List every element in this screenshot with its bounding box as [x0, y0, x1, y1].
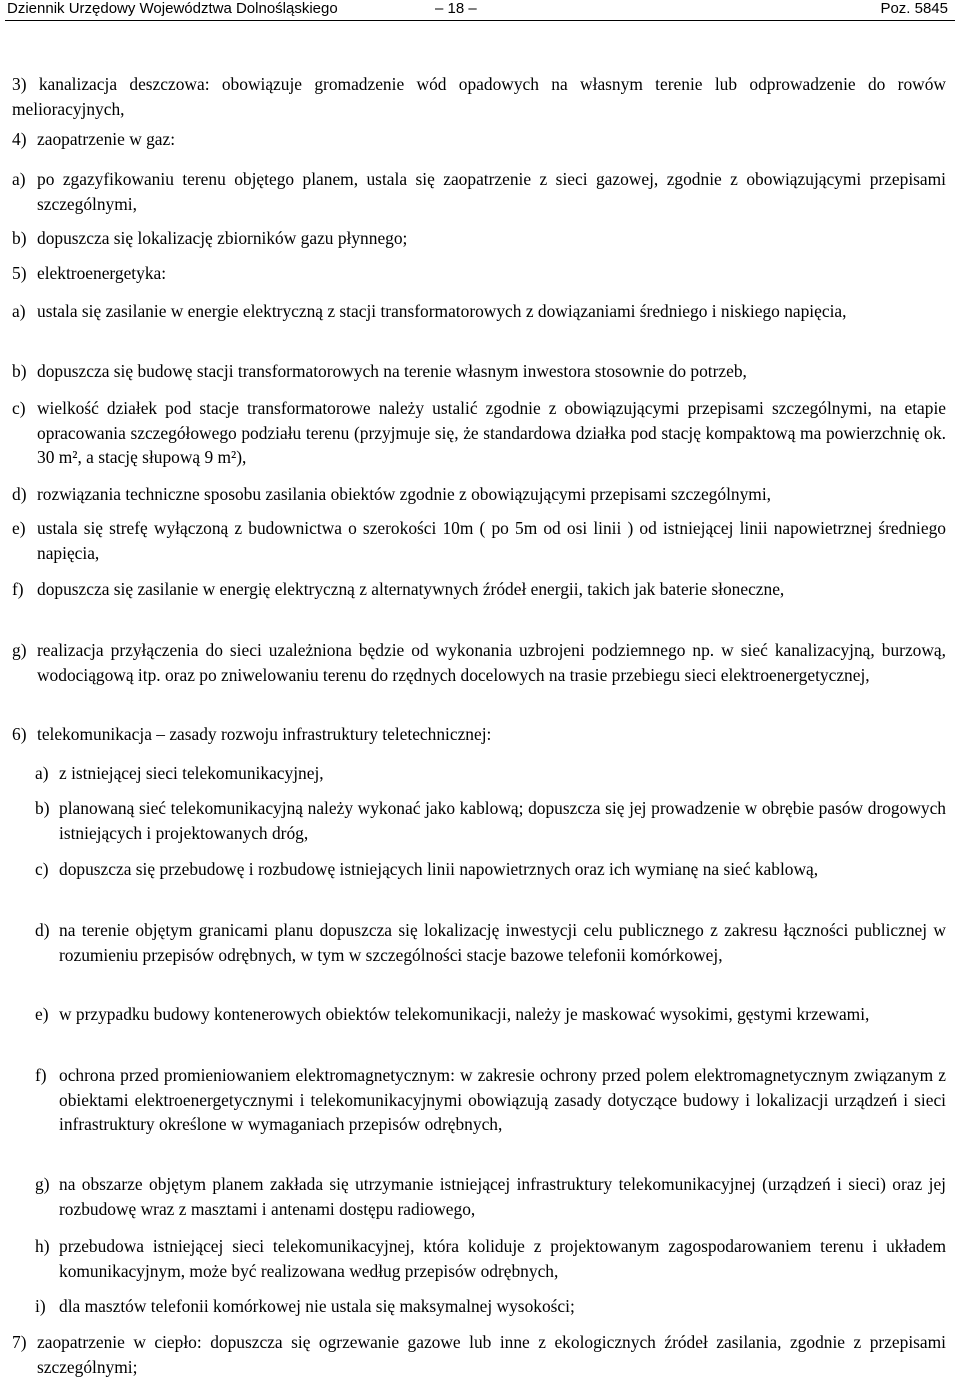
- item-text: dopuszcza się przebudowę i rozbudowę istniejących linii napowietrznych oraz ich wymianę na sieć kablową,: [59, 859, 819, 879]
- item-5c: [12, 396, 946, 470]
- item-6d: [35, 918, 946, 967]
- item-text: ochrona przed promieniowaniem elektromagnetycznym: w zakresie ochrony przed polem elektromagnetycznym związanym z obiektami elektroenergetycznymi i telekomunikacyjnymi obowiązują zasady dotyczące budowy i lokalizacji urządzeń i sieci infrastruktury określone w wymaganiach przepisów odrębnych,: [59, 1065, 946, 1134]
- item-text: telekomunikacja – zasady rozwoju infrastruktury teletechnicznej:: [37, 724, 492, 744]
- item-text: zaopatrzenie w gaz:: [37, 129, 176, 149]
- item-letter: g): [12, 640, 27, 660]
- item-letter: i): [35, 1296, 46, 1316]
- item-text: z istniejącej sieci telekomunikacyjnej,: [59, 763, 324, 783]
- item-text: po zgazyfikowaniu terenu objętego planem, ustala się zaopatrzenie z sieci gazowej, zgodnie z obowiązującymi przepisami szczególnymi,: [37, 169, 946, 214]
- item-letter: c): [35, 859, 49, 879]
- item-letter: b): [12, 228, 27, 248]
- item-4b: [12, 226, 946, 251]
- item-text: na obszarze objętym planem zakłada się utrzymanie istniejącej infrastruktury telekomunikacyjnej (urządzeń i sieci) oraz jej rozbudowę wraz z masztami i antenami dostępu radiowego,: [59, 1174, 946, 1219]
- item-letter: a): [12, 301, 26, 321]
- item-6a: [35, 761, 946, 786]
- item-number: 3): [12, 74, 27, 94]
- item-6c: [35, 857, 946, 882]
- journal-title: Dziennik Urzędowy Województwa Dolnośląskiego: [7, 0, 338, 17]
- item-letter: h): [35, 1236, 50, 1256]
- item-letter: a): [12, 169, 26, 189]
- item-letter: d): [35, 920, 50, 940]
- item-4-gaz: [12, 127, 946, 152]
- item-text: zaopatrzenie w ciepło: dopuszcza się ogrzewanie gazowe lub inne z ekologicznych źródeł zasilania, zgodnie z przepisami szczególnymi;: [37, 1332, 946, 1377]
- item-number: 4): [12, 129, 27, 149]
- item-text: rozwiązania techniczne sposobu zasilania obiektów zgodnie z obowiązującymi przepisami szczególnymi,: [37, 484, 771, 504]
- item-letter: b): [12, 361, 27, 381]
- item-text: dla masztów telefonii komórkowej nie ustala się maksymalnej wysokości;: [59, 1296, 575, 1316]
- item-text: ustala się strefę wyłączoną z budownictwa o szerokości 10m ( po 5m od osi linii ) od istniejącej linii napowietrznej średniego napięcia,: [37, 518, 946, 563]
- item-5d: [12, 482, 946, 507]
- item-text: ustala się zasilanie w energie elektryczną z stacji transformatorowych z dowiązaniami średniego i niskiego napięcia,: [37, 301, 847, 321]
- item-5b: [12, 359, 946, 384]
- item-5-elektroenergetyka: [12, 261, 946, 286]
- item-6-telekomunikacja: [12, 722, 946, 747]
- item-text: planowaną sieć telekomunikacyjną należy wykonać jako kablową; dopuszcza się jej prowadzenie w obrębie pasów drogowych istniejących i projektowanych dróg,: [59, 798, 946, 843]
- item-6g: [35, 1172, 946, 1221]
- item-6i: [35, 1294, 946, 1319]
- item-6b: [35, 796, 946, 845]
- item-text: elektroenergetyka:: [37, 263, 167, 283]
- position-number: Poz. 5845: [880, 0, 948, 17]
- item-letter: d): [12, 484, 27, 504]
- item-number: 6): [12, 724, 27, 744]
- item-text: przebudowa istniejącej sieci telekomunikacyjnej, która koliduje z projektowanym zagospodarowaniem terenu i układem komunikacyjnym, może być realizowana według przepisów odrębnych,: [59, 1236, 946, 1281]
- item-text: realizacja przyłączenia do sieci uzależniona będzie od wykonania uzbrojeni podziemnego np. w sieć kanalizacyjną, burzową, wodociągową itp. oraz po zniwelowaniu terenu do rzędnych docelowych na trasie przebiegu sieci elektroenergetycznej,: [37, 640, 946, 685]
- item-text: na terenie objętym granicami planu dopuszcza się lokalizację inwestycji celu publicznego z zakresu łączności publicznej w rozumieniu przepisów odrębnych, w tym w szczególności stacje bazowe telefonii komórkowej,: [59, 920, 946, 965]
- item-letter: a): [35, 763, 49, 783]
- item-5g: [12, 638, 946, 687]
- item-number: 7): [12, 1332, 27, 1352]
- item-5a: [12, 299, 946, 324]
- item-text: kanalizacja deszczowa: obowiązuje gromadzenie wód opadowych na własnym terenie lub odprowadzenie do rowów melioracyjnych,: [12, 74, 946, 119]
- item-number: 5): [12, 263, 27, 283]
- item-5f: [12, 577, 946, 602]
- item-text: dopuszcza się lokalizację zbiorników gazu płynnego;: [37, 228, 408, 248]
- item-text: dopuszcza się budowę stacji transformatorowych na terenie własnym inwestora stosownie do potrzeb,: [37, 361, 747, 381]
- page-header: [0, 0, 960, 22]
- item-3-kanalizacja: [12, 72, 946, 121]
- item-7-cieplo: [12, 1330, 946, 1379]
- item-text: dopuszcza się zasilanie w energię elektryczną z alternatywnych źródeł energii, takich jak baterie słoneczne,: [37, 579, 785, 599]
- header-rule: [5, 20, 955, 21]
- item-letter: e): [12, 518, 26, 538]
- item-letter: f): [35, 1065, 47, 1085]
- item-letter: e): [35, 1004, 49, 1024]
- item-6h: [35, 1234, 946, 1283]
- item-6f: [35, 1063, 946, 1137]
- item-letter: b): [35, 798, 50, 818]
- item-letter: f): [12, 579, 24, 599]
- item-5e: [12, 516, 946, 565]
- item-letter: c): [12, 398, 26, 418]
- item-letter: g): [35, 1174, 50, 1194]
- item-4a: [12, 167, 946, 216]
- item-text: w przypadku budowy kontenerowych obiektów telekomunikacji, należy je maskować wysokimi, gęstymi krzewami,: [59, 1004, 870, 1024]
- item-6e: [35, 1002, 946, 1027]
- page-number: – 18 –: [435, 0, 477, 17]
- item-text: wielkość działek pod stacje transformatorowe należy ustalić zgodnie z obowiązującymi przepisami szczególnymi, na etapie opracowania szczegółowego podziału terenu (przyjmuje się, że standardowa działka pod stację kompaktową ma powierzchnię ok. 30 m², a stację słupową 9 m²),: [37, 398, 946, 467]
